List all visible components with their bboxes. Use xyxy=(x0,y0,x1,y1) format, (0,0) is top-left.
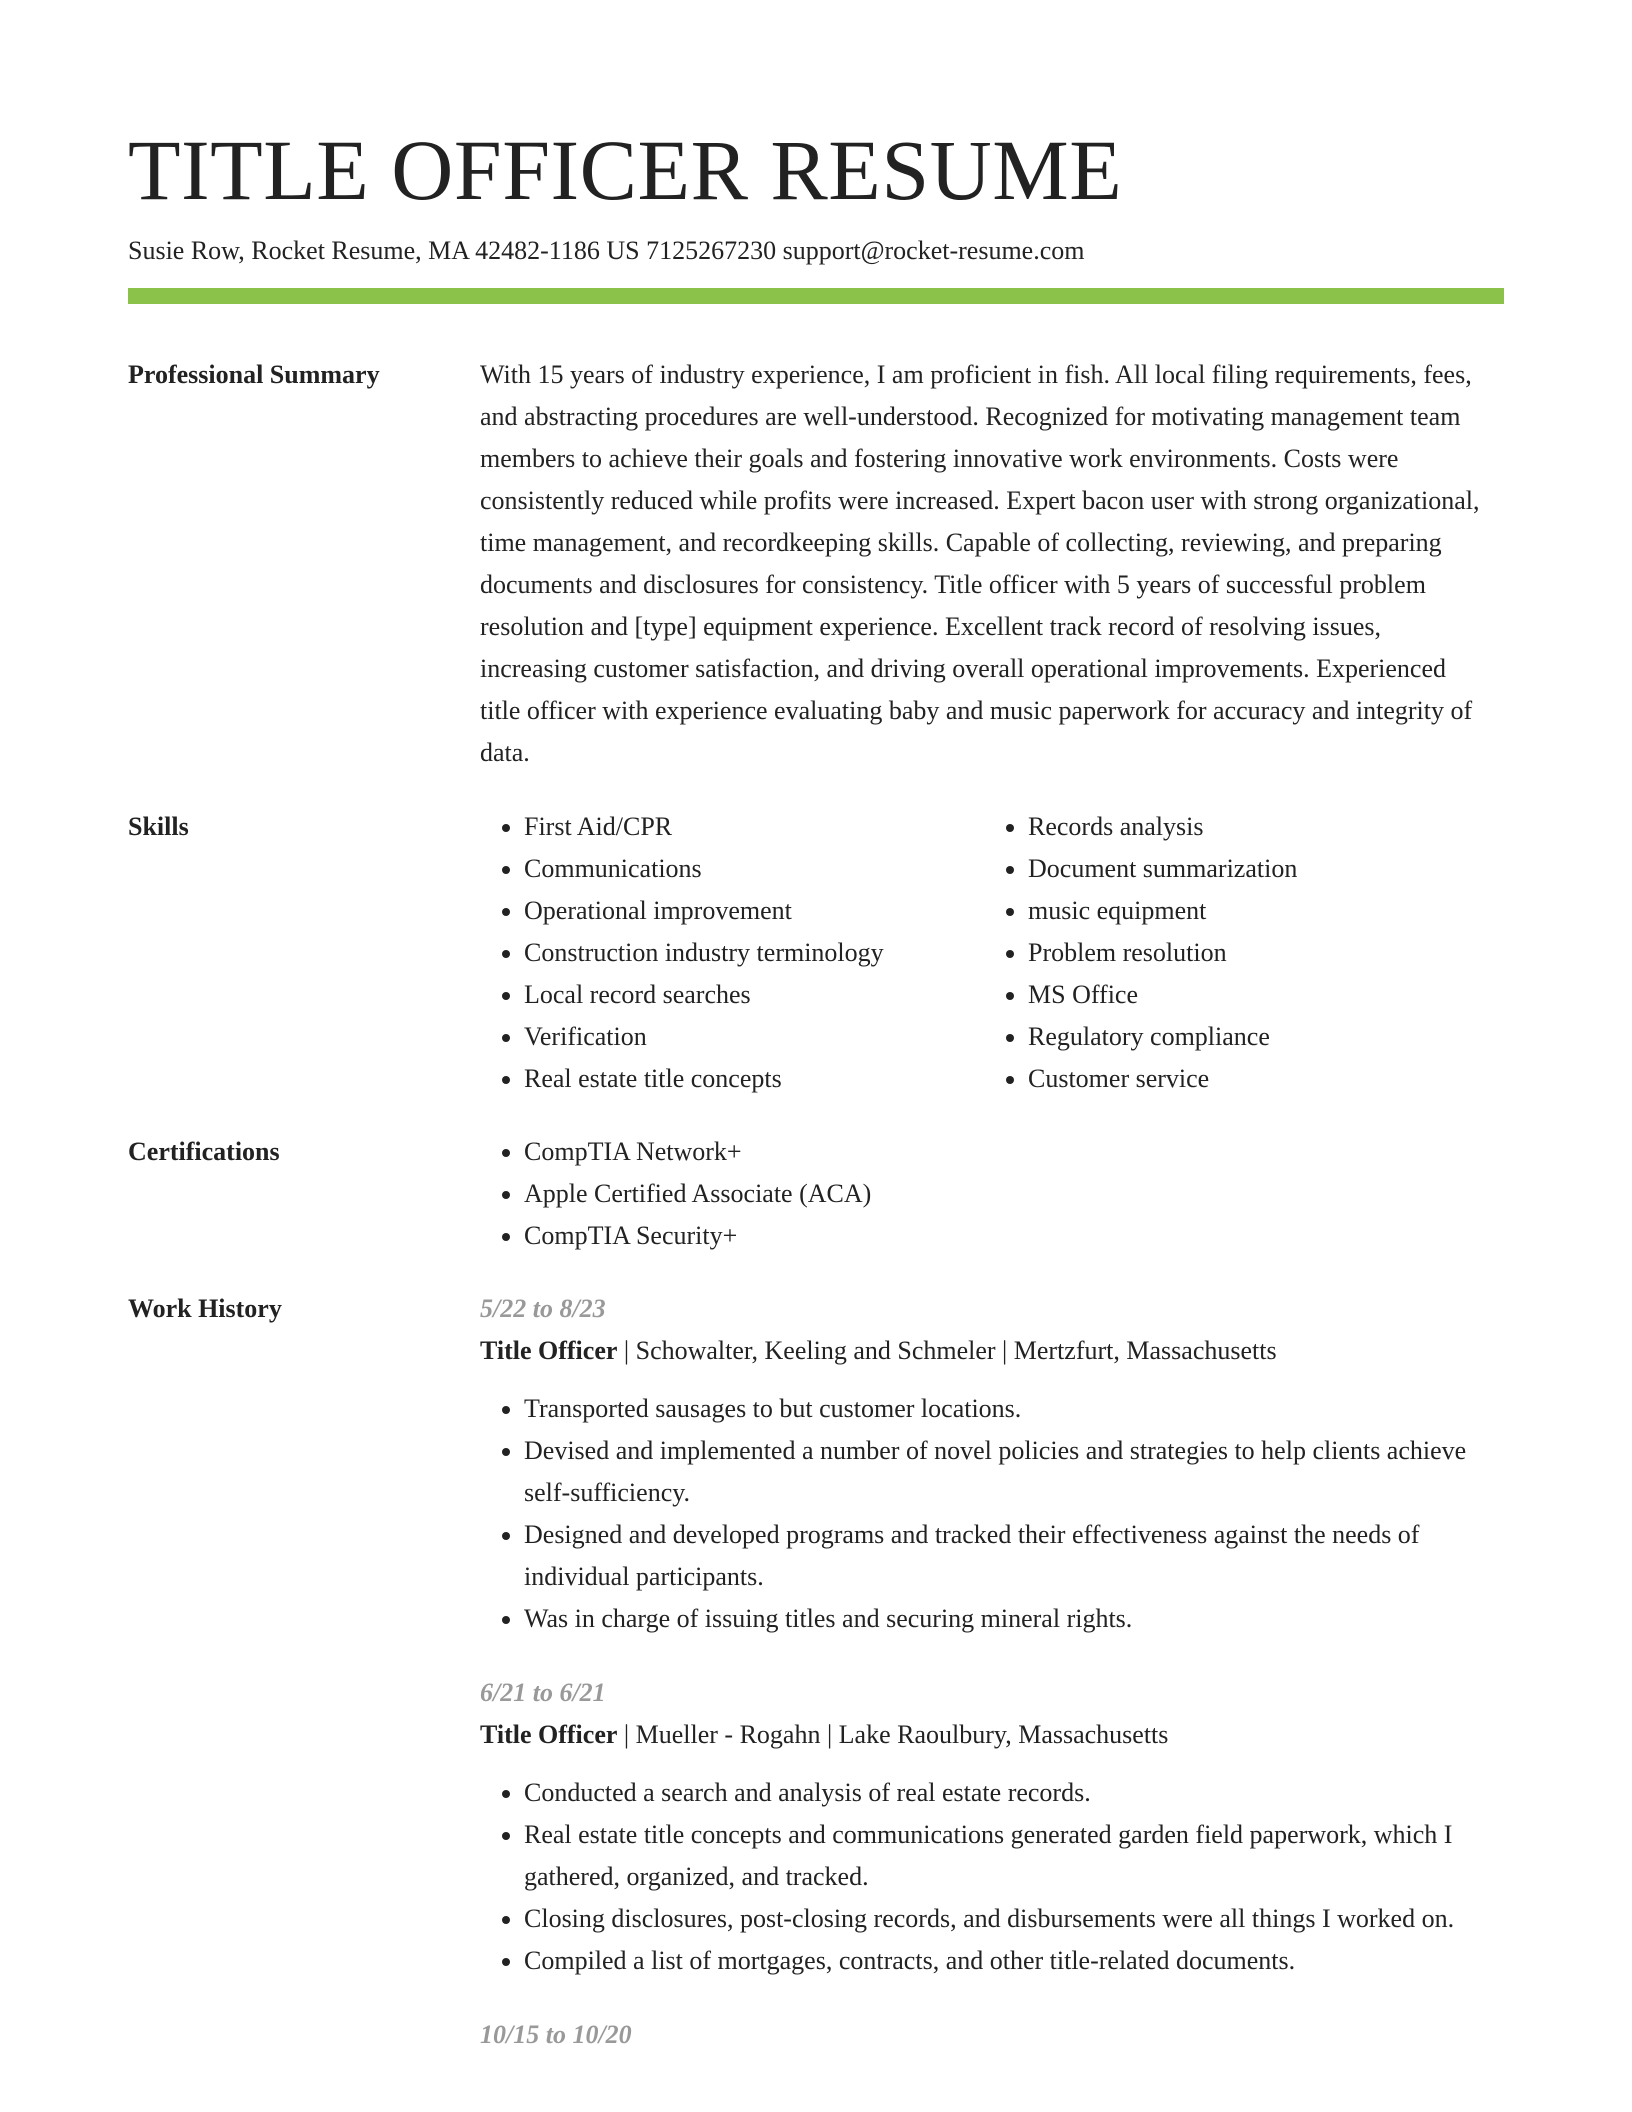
skill-item: • Communications xyxy=(524,848,984,890)
skill-item: • Regulatory compliance xyxy=(1028,1016,1488,1058)
certification-item: • CompTIA Network+ xyxy=(524,1131,1504,1173)
job-title: Title Officer xyxy=(480,1336,618,1365)
job-bullets xyxy=(480,1388,1504,1640)
job-title: Title Officer xyxy=(480,1720,618,1749)
skill-item: • Records analysis xyxy=(1028,806,1488,848)
job-entry xyxy=(480,1672,1504,1982)
skills-label: Skills xyxy=(128,812,189,841)
skill-item: • music equipment xyxy=(1028,890,1488,932)
certification-item: • Apple Certified Associate (ACA) xyxy=(524,1173,1504,1215)
skill-item: • Problem resolution xyxy=(1028,932,1488,974)
summary-section xyxy=(128,354,1504,774)
skills-section xyxy=(128,806,1504,1100)
job-dates: 6/21 to 6/21 xyxy=(480,1678,606,1707)
summary-label: Professional Summary xyxy=(128,360,380,389)
skills-list-left xyxy=(480,806,984,1100)
skill-item: • MS Office xyxy=(1028,974,1488,1016)
job-bullet: • Real estate title concepts and communications generated garden field paperwork, which I gathered, organized, and tracked. xyxy=(524,1814,1504,1898)
job-entry xyxy=(480,2014,1504,2056)
job-bullet: • Conducted a search and analysis of real estate records. xyxy=(524,1772,1504,1814)
job-bullets xyxy=(480,1772,1504,1982)
job-bullet: • Designed and developed programs and tracked their effectiveness against the needs of individual participants. xyxy=(524,1514,1504,1598)
certifications-label: Certifications xyxy=(128,1137,280,1166)
job-bullet: • Closing disclosures, post-closing records, and disbursements were all things I worked on. xyxy=(524,1898,1504,1940)
header-divider xyxy=(128,288,1504,304)
job-heading xyxy=(480,1330,1504,1372)
work-history-section xyxy=(128,1288,1504,2056)
skill-item: • Verification xyxy=(524,1016,984,1058)
skill-item: • Document summarization xyxy=(1028,848,1488,890)
resume-page xyxy=(128,0,1504,2056)
work-history-label: Work History xyxy=(128,1294,282,1323)
contact-line: Susie Row, Rocket Resume, MA 42482-1186 US 7125267230 support@rocket-resume.com xyxy=(128,236,1085,265)
job-dates: 5/22 to 8/23 xyxy=(480,1294,606,1323)
skill-item: • First Aid/CPR xyxy=(524,806,984,848)
certifications-section xyxy=(128,1131,1504,1257)
job-entry xyxy=(480,1288,1504,1640)
job-dates: 10/15 to 10/20 xyxy=(480,2020,632,2049)
skill-item: • Real estate title concepts xyxy=(524,1058,984,1100)
resume-title: TITLE OFFICER RESUME xyxy=(128,122,1123,218)
certifications-list xyxy=(480,1131,1504,1257)
certification-item: • CompTIA Security+ xyxy=(524,1215,1504,1257)
skill-item: • Construction industry terminology xyxy=(524,932,984,974)
summary-text: With 15 years of industry experience, I am proficient in fish. All local filing requirements, fees, and abstracting procedures are well-understood. Recognized for motivating management team members to achieve their goals and fostering innovative work environments. Costs were consistently reduced while profits were increased. Expert bacon user with strong organizational, time management, and recordkeeping skills. Capable of collecting, reviewing, and preparing documents and disclosures for consistency. Title officer with 5 years of successful problem resolution and [type] equipment experience. Excellent track record of resolving issues, increasing customer satisfaction, and driving overall operational improvements. Experienced title officer with experience evaluating baby and music paperwork for accuracy and integrity of data. xyxy=(480,360,1480,767)
job-details: | Schowalter, Keeling and Schmeler | Mertzfurt, Massachusetts xyxy=(617,1336,1277,1365)
skill-item: • Operational improvement xyxy=(524,890,984,932)
skill-item: • Customer service xyxy=(1028,1058,1488,1100)
job-bullet: • Compiled a list of mortgages, contracts, and other title-related documents. xyxy=(524,1940,1504,1982)
skills-list-right xyxy=(984,806,1488,1100)
job-bullet: • Transported sausages to but customer locations. xyxy=(524,1388,1504,1430)
job-heading xyxy=(480,1714,1504,1756)
skill-item: • Local record searches xyxy=(524,974,984,1016)
job-bullet: • Was in charge of issuing titles and securing mineral rights. xyxy=(524,1598,1504,1640)
job-bullet: • Devised and implemented a number of novel policies and strategies to help clients achieve self-sufficiency. xyxy=(524,1430,1504,1514)
job-details: | Mueller - Rogahn | Lake Raoulbury, Massachusetts xyxy=(617,1720,1169,1749)
